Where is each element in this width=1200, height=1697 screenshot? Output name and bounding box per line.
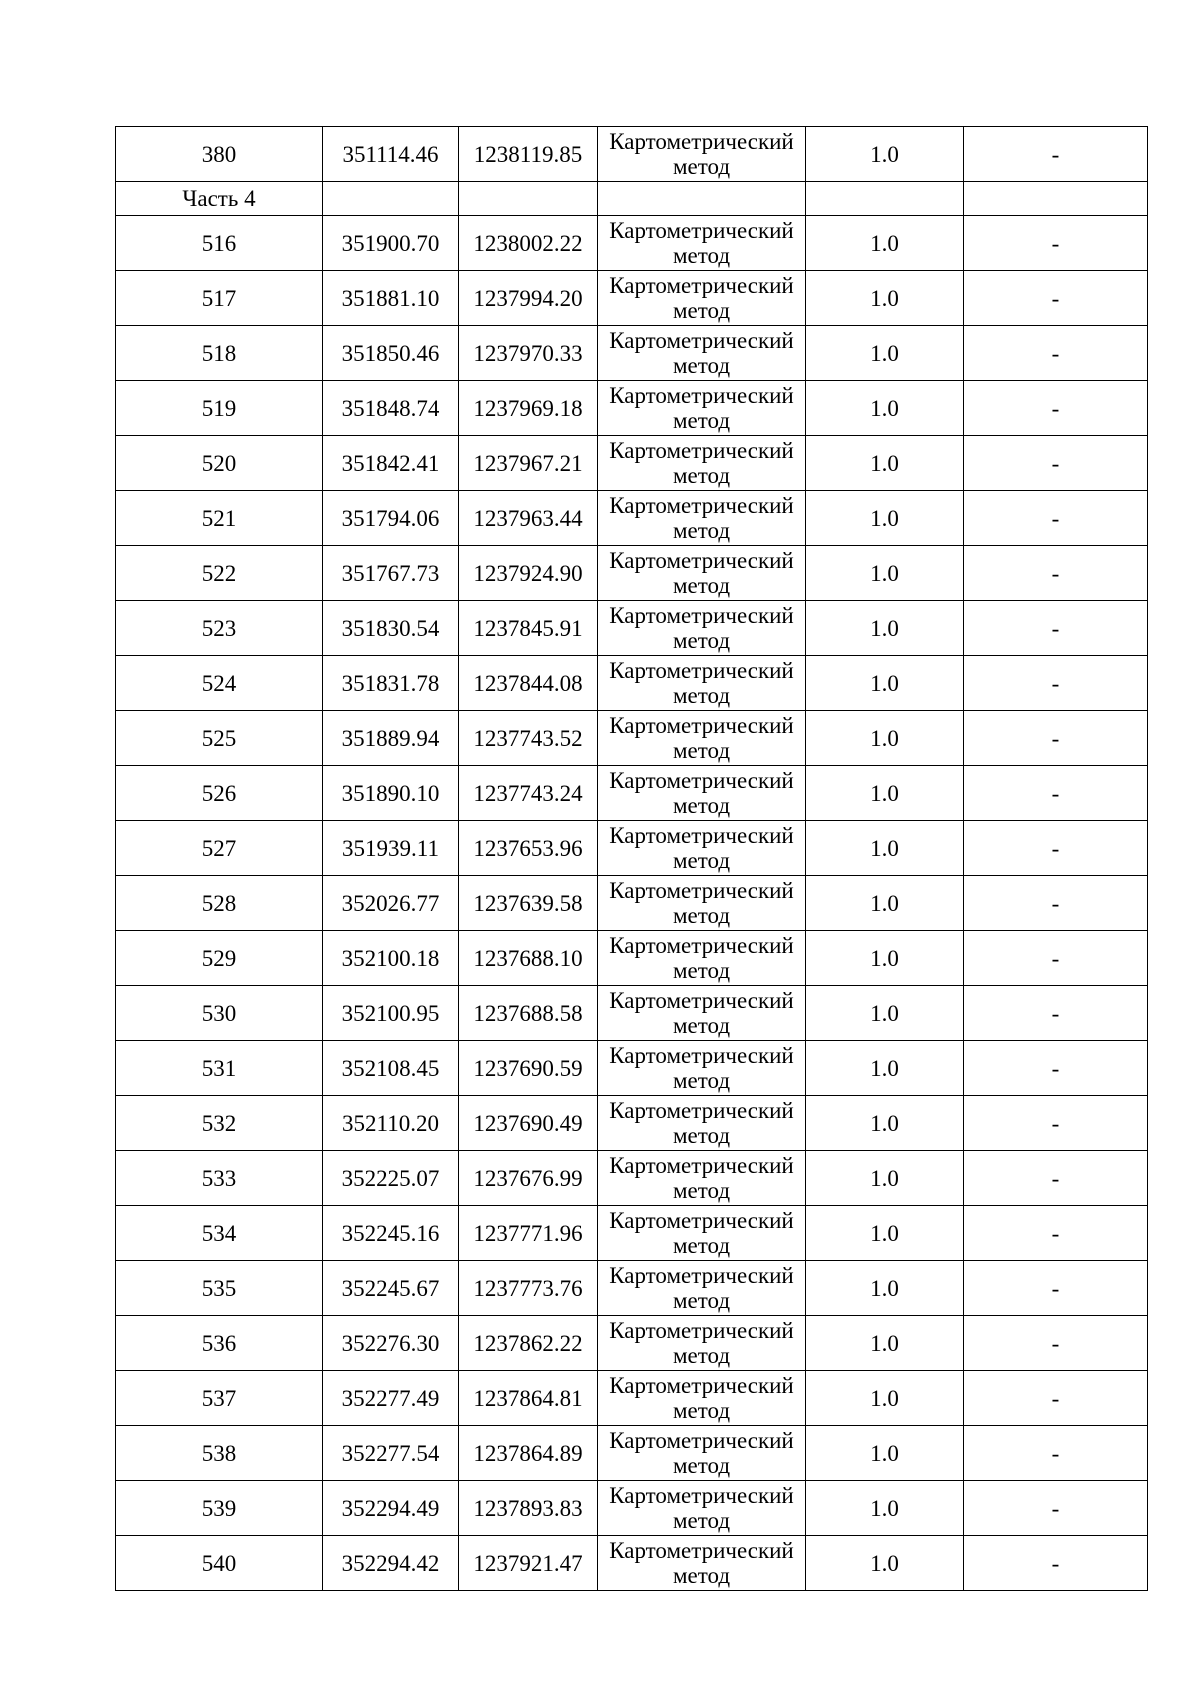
section-label: Часть 4	[116, 182, 323, 216]
method-cell: Картометрический метод	[598, 1481, 806, 1536]
table-row	[116, 1426, 1148, 1481]
x-coordinate-cell: 352277.54	[323, 1426, 459, 1481]
accuracy-cell: 1.0	[806, 271, 964, 326]
accuracy-cell: 1.0	[806, 326, 964, 381]
x-coordinate-cell: 352245.16	[323, 1206, 459, 1261]
point-number-cell: 539	[116, 1481, 323, 1536]
description-cell: -	[964, 711, 1148, 766]
y-coordinate-cell: 1237771.96	[459, 1206, 598, 1261]
accuracy-cell: 1.0	[806, 1151, 964, 1206]
x-coordinate-cell: 352294.49	[323, 1481, 459, 1536]
y-coordinate-cell: 1237743.24	[459, 766, 598, 821]
point-number-cell: 380	[116, 127, 323, 182]
description-cell: -	[964, 656, 1148, 711]
y-coordinate-cell: 1237921.47	[459, 1536, 598, 1591]
method-cell: Картометрический метод	[598, 381, 806, 436]
y-coordinate-cell: 1237924.90	[459, 546, 598, 601]
x-coordinate-cell: 352100.18	[323, 931, 459, 986]
method-cell: Картометрический метод	[598, 876, 806, 931]
table-row	[116, 1316, 1148, 1371]
description-cell: -	[964, 766, 1148, 821]
description-cell: -	[964, 601, 1148, 656]
x-coordinate-cell: 351850.46	[323, 326, 459, 381]
point-number-cell: 530	[116, 986, 323, 1041]
x-coordinate-cell: 351830.54	[323, 601, 459, 656]
description-cell: -	[964, 1426, 1148, 1481]
table-row	[116, 986, 1148, 1041]
y-coordinate-cell: 1237864.89	[459, 1426, 598, 1481]
y-coordinate-cell: 1237639.58	[459, 876, 598, 931]
y-coordinate-cell: 1237969.18	[459, 381, 598, 436]
table-row	[116, 711, 1148, 766]
table-row	[116, 436, 1148, 491]
description-cell: -	[964, 1151, 1148, 1206]
table-row	[116, 766, 1148, 821]
y-coordinate-cell: 1237862.22	[459, 1316, 598, 1371]
accuracy-cell: 1.0	[806, 1041, 964, 1096]
description-cell: -	[964, 1206, 1148, 1261]
table-row	[116, 601, 1148, 656]
x-coordinate-cell: 352225.07	[323, 1151, 459, 1206]
table-row	[116, 1481, 1148, 1536]
point-number-cell: 533	[116, 1151, 323, 1206]
y-coordinate-cell: 1237970.33	[459, 326, 598, 381]
point-number-cell: 528	[116, 876, 323, 931]
x-coordinate-cell: 352245.67	[323, 1261, 459, 1316]
x-coordinate-cell: 351114.46	[323, 127, 459, 182]
method-cell: Картометрический метод	[598, 1426, 806, 1481]
y-coordinate-cell: 1237690.59	[459, 1041, 598, 1096]
x-coordinate-cell: 351900.70	[323, 216, 459, 271]
y-coordinate-cell: 1237773.76	[459, 1261, 598, 1316]
description-cell: -	[964, 436, 1148, 491]
point-number-cell: 535	[116, 1261, 323, 1316]
method-cell: Картометрический метод	[598, 1096, 806, 1151]
point-number-cell: 531	[116, 1041, 323, 1096]
empty-cell	[598, 182, 806, 216]
description-cell: -	[964, 1261, 1148, 1316]
table-row	[116, 1206, 1148, 1261]
x-coordinate-cell: 352108.45	[323, 1041, 459, 1096]
point-number-cell: 519	[116, 381, 323, 436]
y-coordinate-cell: 1237967.21	[459, 436, 598, 491]
accuracy-cell: 1.0	[806, 1261, 964, 1316]
y-coordinate-cell: 1237893.83	[459, 1481, 598, 1536]
section-row	[116, 182, 1148, 216]
method-cell: Картометрический метод	[598, 271, 806, 326]
x-coordinate-cell: 351794.06	[323, 491, 459, 546]
x-coordinate-cell: 351939.11	[323, 821, 459, 876]
table-row	[116, 1041, 1148, 1096]
table-row	[116, 491, 1148, 546]
method-cell: Картометрический метод	[598, 436, 806, 491]
description-cell: -	[964, 1096, 1148, 1151]
method-cell: Картометрический метод	[598, 1371, 806, 1426]
x-coordinate-cell: 352276.30	[323, 1316, 459, 1371]
method-cell: Картометрический метод	[598, 326, 806, 381]
method-cell: Картометрический метод	[598, 491, 806, 546]
description-cell: -	[964, 271, 1148, 326]
x-coordinate-cell: 352110.20	[323, 1096, 459, 1151]
table-row	[116, 1151, 1148, 1206]
accuracy-cell: 1.0	[806, 601, 964, 656]
method-cell: Картометрический метод	[598, 127, 806, 182]
x-coordinate-cell: 351842.41	[323, 436, 459, 491]
table-row	[116, 876, 1148, 931]
point-number-cell: 521	[116, 491, 323, 546]
description-cell: -	[964, 546, 1148, 601]
method-cell: Картометрический метод	[598, 656, 806, 711]
table-row	[116, 931, 1148, 986]
accuracy-cell: 1.0	[806, 216, 964, 271]
table-row	[116, 656, 1148, 711]
x-coordinate-cell: 352100.95	[323, 986, 459, 1041]
accuracy-cell: 1.0	[806, 127, 964, 182]
y-coordinate-cell: 1237845.91	[459, 601, 598, 656]
point-number-cell: 527	[116, 821, 323, 876]
y-coordinate-cell: 1237653.96	[459, 821, 598, 876]
y-coordinate-cell: 1237690.49	[459, 1096, 598, 1151]
method-cell: Картометрический метод	[598, 546, 806, 601]
point-number-cell: 529	[116, 931, 323, 986]
table-row	[116, 1261, 1148, 1316]
coordinates-table	[115, 126, 1148, 1591]
method-cell: Картометрический метод	[598, 1041, 806, 1096]
point-number-cell: 520	[116, 436, 323, 491]
method-cell: Картометрический метод	[598, 821, 806, 876]
y-coordinate-cell: 1238119.85	[459, 127, 598, 182]
table-row	[116, 1536, 1148, 1591]
description-cell: -	[964, 821, 1148, 876]
accuracy-cell: 1.0	[806, 1481, 964, 1536]
method-cell: Картометрический метод	[598, 986, 806, 1041]
x-coordinate-cell: 352277.49	[323, 1371, 459, 1426]
table-row	[116, 546, 1148, 601]
y-coordinate-cell: 1237844.08	[459, 656, 598, 711]
accuracy-cell: 1.0	[806, 711, 964, 766]
method-cell: Картометрический метод	[598, 711, 806, 766]
y-coordinate-cell: 1238002.22	[459, 216, 598, 271]
method-cell: Картометрический метод	[598, 1261, 806, 1316]
point-number-cell: 523	[116, 601, 323, 656]
y-coordinate-cell: 1237676.99	[459, 1151, 598, 1206]
accuracy-cell: 1.0	[806, 1371, 964, 1426]
y-coordinate-cell: 1237688.58	[459, 986, 598, 1041]
empty-cell	[964, 182, 1148, 216]
accuracy-cell: 1.0	[806, 821, 964, 876]
point-number-cell: 522	[116, 546, 323, 601]
description-cell: -	[964, 491, 1148, 546]
point-number-cell: 538	[116, 1426, 323, 1481]
point-number-cell: 525	[116, 711, 323, 766]
description-cell: -	[964, 1316, 1148, 1371]
x-coordinate-cell: 352294.42	[323, 1536, 459, 1591]
table-row	[116, 271, 1148, 326]
accuracy-cell: 1.0	[806, 876, 964, 931]
description-cell: -	[964, 381, 1148, 436]
accuracy-cell: 1.0	[806, 766, 964, 821]
description-cell: -	[964, 1536, 1148, 1591]
x-coordinate-cell: 351831.78	[323, 656, 459, 711]
method-cell: Картометрический метод	[598, 601, 806, 656]
x-coordinate-cell: 352026.77	[323, 876, 459, 931]
table-row	[116, 1371, 1148, 1426]
method-cell: Картометрический метод	[598, 216, 806, 271]
empty-cell	[323, 182, 459, 216]
accuracy-cell: 1.0	[806, 546, 964, 601]
point-number-cell: 518	[116, 326, 323, 381]
accuracy-cell: 1.0	[806, 1316, 964, 1371]
table-row	[116, 216, 1148, 271]
table-row	[116, 1096, 1148, 1151]
accuracy-cell: 1.0	[806, 1206, 964, 1261]
method-cell: Картометрический метод	[598, 931, 806, 986]
point-number-cell: 532	[116, 1096, 323, 1151]
y-coordinate-cell: 1237688.10	[459, 931, 598, 986]
table-row	[116, 326, 1148, 381]
x-coordinate-cell: 351889.94	[323, 711, 459, 766]
description-cell: -	[964, 986, 1148, 1041]
point-number-cell: 534	[116, 1206, 323, 1261]
description-cell: -	[964, 876, 1148, 931]
accuracy-cell: 1.0	[806, 931, 964, 986]
point-number-cell: 536	[116, 1316, 323, 1371]
point-number-cell: 516	[116, 216, 323, 271]
table-row	[116, 381, 1148, 436]
accuracy-cell: 1.0	[806, 1426, 964, 1481]
description-cell: -	[964, 931, 1148, 986]
x-coordinate-cell: 351881.10	[323, 271, 459, 326]
point-number-cell: 540	[116, 1536, 323, 1591]
description-cell: -	[964, 326, 1148, 381]
y-coordinate-cell: 1237743.52	[459, 711, 598, 766]
method-cell: Картометрический метод	[598, 1536, 806, 1591]
accuracy-cell: 1.0	[806, 1096, 964, 1151]
method-cell: Картометрический метод	[598, 1151, 806, 1206]
empty-cell	[459, 182, 598, 216]
accuracy-cell: 1.0	[806, 491, 964, 546]
point-number-cell: 524	[116, 656, 323, 711]
x-coordinate-cell: 351848.74	[323, 381, 459, 436]
y-coordinate-cell: 1237864.81	[459, 1371, 598, 1426]
accuracy-cell: 1.0	[806, 381, 964, 436]
y-coordinate-cell: 1237994.20	[459, 271, 598, 326]
accuracy-cell: 1.0	[806, 656, 964, 711]
description-cell: -	[964, 127, 1148, 182]
table-row	[116, 821, 1148, 876]
accuracy-cell: 1.0	[806, 436, 964, 491]
method-cell: Картометрический метод	[598, 1206, 806, 1261]
accuracy-cell: 1.0	[806, 986, 964, 1041]
x-coordinate-cell: 351890.10	[323, 766, 459, 821]
y-coordinate-cell: 1237963.44	[459, 491, 598, 546]
description-cell: -	[964, 1371, 1148, 1426]
accuracy-cell: 1.0	[806, 1536, 964, 1591]
description-cell: -	[964, 216, 1148, 271]
description-cell: -	[964, 1481, 1148, 1536]
empty-cell	[806, 182, 964, 216]
point-number-cell: 517	[116, 271, 323, 326]
point-number-cell: 526	[116, 766, 323, 821]
method-cell: Картометрический метод	[598, 1316, 806, 1371]
point-number-cell: 537	[116, 1371, 323, 1426]
description-cell: -	[964, 1041, 1148, 1096]
method-cell: Картометрический метод	[598, 766, 806, 821]
table-row	[116, 127, 1148, 182]
x-coordinate-cell: 351767.73	[323, 546, 459, 601]
